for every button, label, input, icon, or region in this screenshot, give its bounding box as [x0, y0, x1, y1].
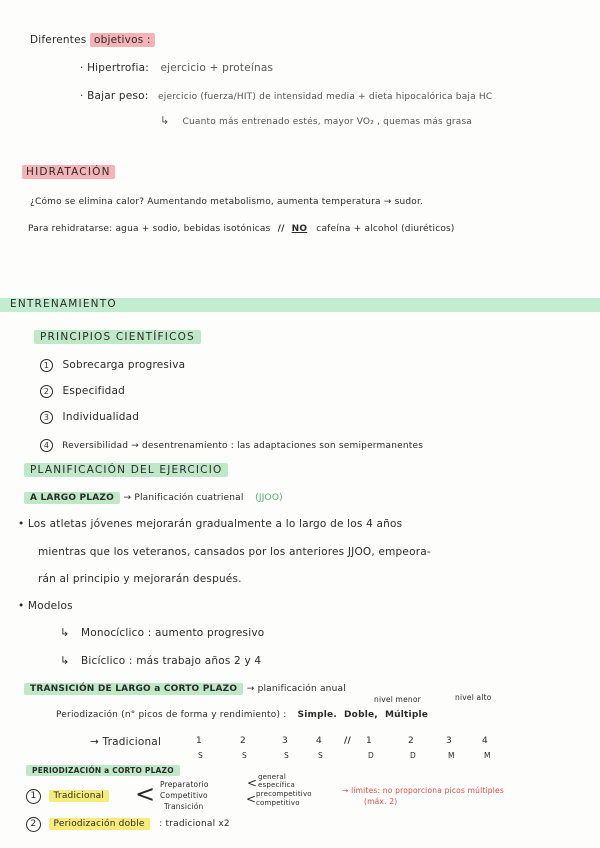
row1-cell: 3: [282, 736, 288, 746]
bajar-peso-line: [80, 90, 492, 102]
modelo-text-1: Monocíclico : aumento progresivo: [80, 627, 265, 639]
periodizacion-corto-heading-text: PERIODIZACIÓN a CORTO PLAZO: [26, 765, 180, 776]
row2-cell: S: [242, 751, 247, 760]
largo-plazo-jjoo: (JJOO): [255, 493, 283, 503]
nivel-menor: nivel menor: [374, 695, 421, 704]
periodizacion-multiple: Múltiple: [384, 710, 429, 720]
intro-title-text: Diferentes: [30, 34, 87, 46]
bullet1-line2: mientras que los veteranos, cansados por los anteriores JJOO, empeora-: [38, 546, 431, 558]
entrenamiento-heading: ENTRENAMIENTO: [10, 298, 117, 310]
bajar-sub-text: Cuanto más entrenado estés, mayor VO₂ , quemas más grasa: [182, 117, 473, 127]
principio-text-3: Individualidad: [62, 411, 140, 423]
principios-heading: [34, 331, 201, 343]
hook-arrow-icon: ↳: [60, 654, 70, 667]
intro-title: [30, 34, 155, 46]
hipertrofia-text: ejercicio + proteínas: [160, 62, 274, 74]
nivel-alto: nivel alto: [455, 693, 492, 702]
transicion-heading: [24, 682, 346, 694]
planificacion-heading-text: PLANIFICACIÓN DEL EJERCICIO: [24, 463, 228, 477]
hook-arrow-icon: ↳: [160, 114, 170, 127]
transicion-heading-suffix: → planificación anual: [246, 684, 346, 694]
hipertrofia-line: [80, 62, 273, 74]
row1-cell: 3: [446, 736, 452, 746]
hook-arrow-icon: ↳: [60, 626, 70, 639]
bajar-label: · Bajar peso:: [80, 90, 149, 102]
row1-cell: 2: [408, 736, 414, 746]
principios-heading-text: PRINCIPIOS CIENTÍFICOS: [34, 330, 201, 344]
number-circle-icon: 3: [40, 411, 53, 424]
bajar-sub-line: [160, 114, 472, 127]
left-brace-icon: <: [135, 780, 156, 808]
periodizacion-doble: Doble,: [344, 710, 378, 720]
hidratacion-line2-b: cafeína + alcohol (diuréticos): [316, 224, 455, 234]
phase-3: Transición: [164, 802, 204, 811]
periodizacion-simple: Simple.: [297, 710, 337, 720]
bullet1-line1: • Los atletas jóvenes mejorarán gradualmente a lo largo de los 4 años: [18, 518, 403, 530]
limits-max: (máx. 2): [364, 797, 398, 806]
sub-phase-3: precompetitivo: [256, 790, 312, 798]
periodizacion-line: [56, 710, 428, 720]
transicion-heading-text: TRANSICIÓN DE LARGO a CORTO PLAZO: [24, 683, 243, 695]
row2-cell: M: [448, 751, 455, 760]
corto-item-2-text: : tradicional x2: [159, 819, 230, 829]
small-brace-icon: <: [246, 792, 257, 806]
principio-text-2: Especifidad: [62, 385, 126, 397]
modelo-line-2: [60, 654, 261, 667]
row1-cell: 2: [240, 736, 246, 746]
limits-text: → límites: no proporciona picos múltiples: [342, 786, 504, 795]
intro-title-highlight: objetivos :: [90, 33, 155, 47]
corto-item-1-label: Tradicional: [49, 790, 109, 802]
row2-cell: S: [284, 751, 289, 760]
number-circle-icon: 1: [40, 359, 53, 372]
principio-item-4: [40, 439, 423, 452]
hipertrofia-label: · Hipertrofia:: [80, 62, 149, 74]
modelo-line-1: [60, 626, 264, 639]
principio-text-4: Reversibilidad → desentrenamiento : las adaptaciones son semipermanentes: [62, 441, 424, 451]
principio-item-1: [40, 359, 185, 372]
corto-item-1: [26, 789, 109, 804]
bullet1-line3: rán al principio y mejorarán después.: [38, 573, 242, 585]
phase-1: Preparatorio: [160, 780, 209, 789]
largo-plazo-line: [24, 491, 283, 503]
sub-phase-4: competitivo: [256, 799, 300, 807]
number-circle-icon: 1: [26, 789, 41, 804]
row2-cell: M: [484, 751, 491, 760]
principio-text-1: Sobrecarga progresiva: [62, 359, 186, 371]
row2-cell: S: [318, 751, 323, 760]
modelos-label: • Modelos: [18, 600, 73, 612]
number-circle-icon: 2: [26, 817, 41, 832]
largo-plazo-label: A LARGO PLAZO: [24, 492, 120, 504]
small-brace-icon: <: [247, 776, 258, 790]
sub-phase-1: general: [258, 773, 287, 781]
phase-2: Competitivo: [160, 791, 208, 800]
slash-divider: //: [344, 736, 351, 746]
hidratacion-heading: [22, 166, 115, 178]
principio-item-3: [40, 411, 139, 424]
hidratacion-no: NO: [291, 224, 308, 234]
hidratacion-heading-text: HIDRATACIÓN: [22, 165, 115, 179]
row2-cell: S: [198, 751, 203, 760]
sub-phase-2: específica: [258, 781, 296, 789]
row1-cell: 1: [196, 736, 202, 746]
slash-divider: //: [277, 224, 285, 234]
bajar-text: ejercicio (fuerza/HIT) de intensidad media + dieta hipocalórica baja HC: [158, 92, 493, 102]
largo-plazo-text: → Planificación cuatrienal: [123, 493, 244, 503]
limits-line: [342, 786, 504, 795]
corto-item-2: [26, 817, 230, 832]
periodizacion-corto-heading: [26, 764, 180, 776]
row1-cell: 4: [316, 736, 322, 746]
hidratacion-line2-a: Para rehidratarse: agua + sodio, bebidas isotónicas: [28, 224, 271, 234]
principio-item-2: [40, 385, 125, 398]
number-circle-icon: 4: [40, 439, 53, 452]
hidratacion-line1: ¿Cómo se elimina calor? Aumentando metabolismo, aumenta temperatura → sudor.: [30, 197, 424, 207]
row1-cell: 4: [482, 736, 488, 746]
hidratacion-line2: [28, 224, 455, 234]
row2-cell: D: [410, 751, 416, 760]
row1-cell: 1: [366, 736, 372, 746]
tradicional-label: → Tradicional: [90, 736, 162, 748]
row2-cell: D: [368, 751, 374, 760]
number-circle-icon: 2: [40, 385, 53, 398]
periodizacion-text: Periodización (n° picos de forma y rendimiento) :: [56, 710, 287, 720]
modelo-text-2: Bicíclico : más trabajo años 2 y 4: [80, 655, 262, 667]
planificacion-heading: [24, 464, 228, 476]
corto-item-2-label: Periodización doble: [49, 818, 150, 830]
